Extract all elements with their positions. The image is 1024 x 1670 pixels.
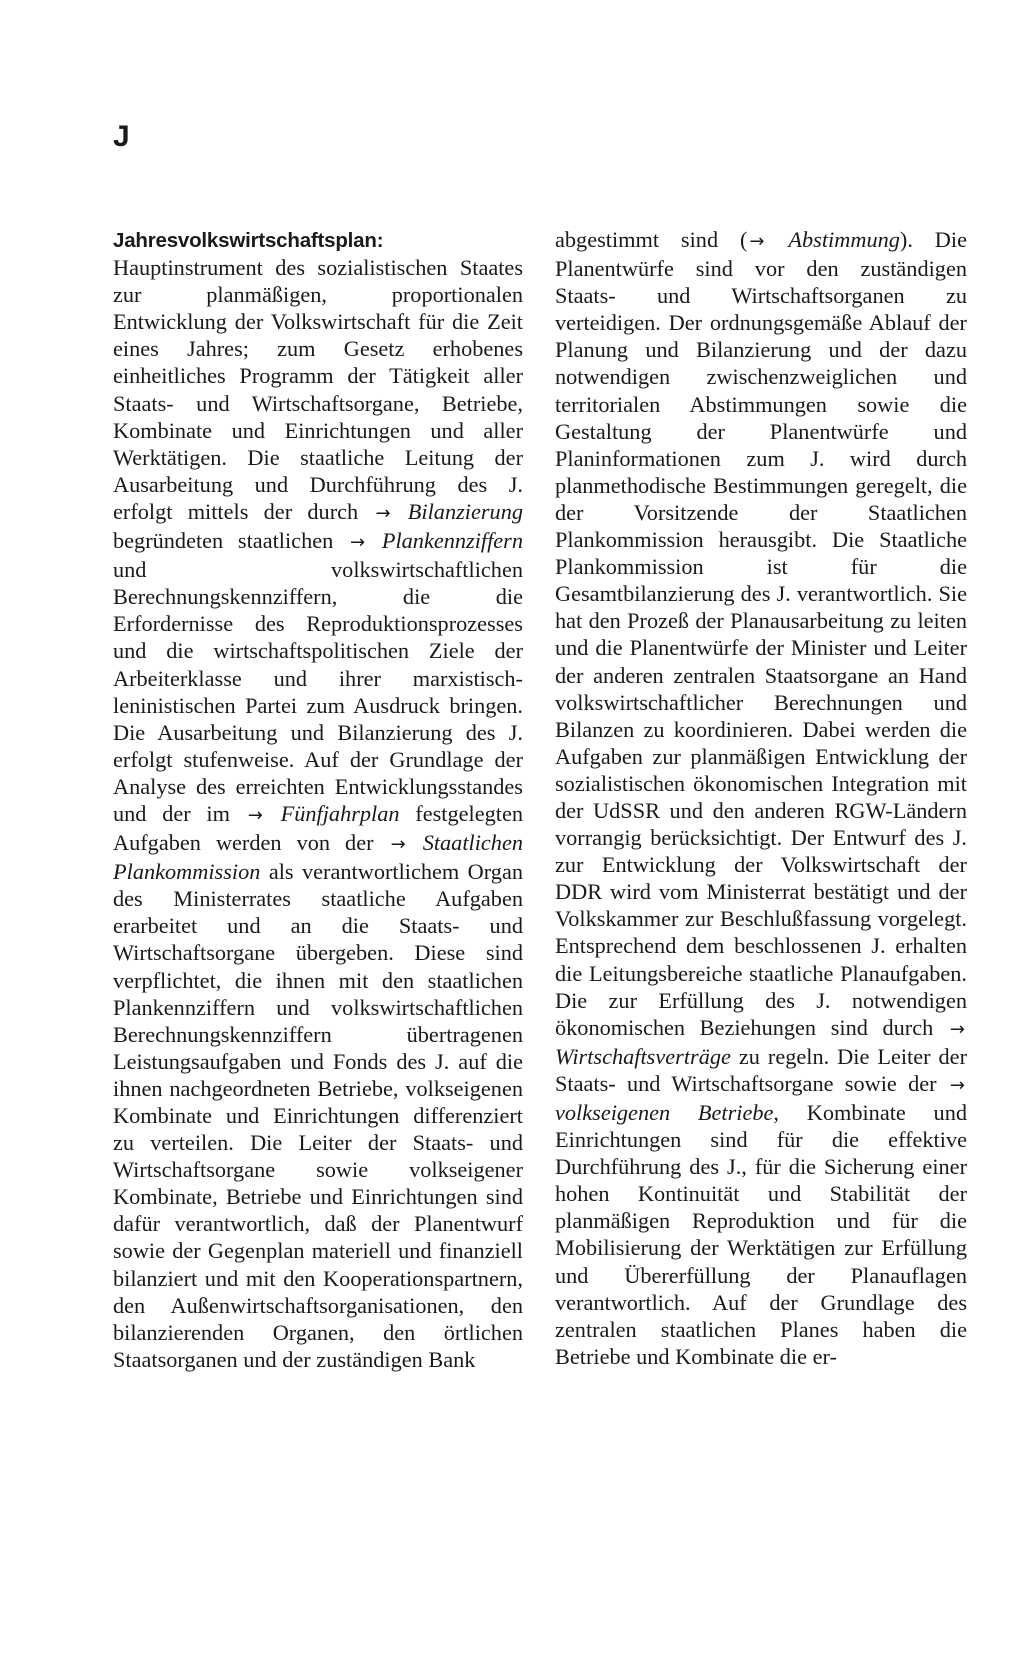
cross-reference-arrow-icon: → — [390, 834, 406, 856]
cross-reference-staatliche-plankommission[interactable]: Staatlichen Plankommission — [113, 830, 524, 885]
left-column — [113, 226, 523, 1373]
cross-reference-arrow-icon: → — [949, 1018, 965, 1040]
text-segment: zu regeln. Die Leiter der Staats- und Wirtschaftsorgane sowie der — [555, 1043, 967, 1096]
cross-reference-arrow-icon: → — [350, 532, 366, 554]
cross-reference-wirtschaftsvertraege[interactable]: Wirtschaftsverträge — [555, 1043, 731, 1069]
right-column — [555, 226, 967, 1370]
cross-reference-arrow-icon: → — [247, 804, 263, 826]
text-segment: , Kombinate und Einrichtungen sind für die effektive Durchführung des J., für die Sicherung einer hohen Kontinuität und Stabilität der planmäßigen Reproduktion und für die Mobilisierung der Werktätigen zur Erfüllung und Übererfüllung der Planauflagen verantwortlich. Auf der Grundlage des zentralen staatlichen Planes haben die Betriebe und Kombinate die er- — [555, 1100, 967, 1369]
text-segment: und volkswirtschaftlichen Berechnungskennziffern, die die Erfordernisse des Reproduktionsprozesses und die wirtschaftspolitischen Ziele der Arbeiterklasse und ihrer marxistisch-leninistischen Partei zum Ausdruck bringen. Die Ausarbeitung und Bilanzierung des J. erfolgt stufenweise. Auf der Grundlage der Analyse des erreichten Entwicklungsstandes und der im — [113, 557, 523, 826]
text-segment: festgelegten Aufgaben werden von der — [113, 800, 524, 856]
cross-reference-bilanzierung[interactable]: Bilanzierung — [407, 498, 523, 524]
cross-reference-volkseigene-betriebe[interactable]: volkseigenen Betriebe — [555, 1100, 774, 1125]
text-segment: abgestimmt sind ( — [555, 227, 748, 252]
cross-reference-fuenfjahrplan[interactable]: Fünfjahrplan — [280, 800, 400, 826]
cross-reference-abstimmung[interactable]: Abstimmung — [788, 227, 900, 252]
entry-text-left — [113, 226, 523, 1373]
text-segment: Hauptinstrument des sozialistischen Staates zur planmäßigen, proportionalen Entwicklung der Volkswirtschaft für die Zeit eines Jahres; zum Gesetz erhobenes einheitliches Programm der Tätigkeit aller Staats- und Wirtschaftsorgane, Betriebe, Kombinate und Einrichtungen und aller Werktätigen. Die staatliche Leitung der Ausarbeitung und Durchführung des J. erfolgt mittels der durch — [113, 255, 523, 524]
cross-reference-arrow-icon: → — [949, 1074, 965, 1096]
entry-text-right — [555, 226, 967, 1370]
cross-reference-arrow-icon: → — [375, 502, 391, 524]
cross-reference-arrow-icon: → — [749, 231, 765, 252]
cross-reference-plankennziffern[interactable]: Plankennziffern — [381, 528, 524, 554]
headword: Jahresvolkswirtschaftsplan: — [113, 229, 384, 252]
text-segment: als verantwortlichem Organ des Ministerrates staatliche Aufgaben erarbeitet und an die Staats- und Wirtschaftsorgane übergeben. Diese sind verpflichtet, die ihnen mit den staatlichen Plankennziffern und volkswirtschaftlichen Berechnungskennziffern übertragenen Leistungsaufgaben und Fonds des J. auf die ihnen nachgeordneten Betriebe, volkseigenen Kombinate und Einrichtungen differenziert zu verteilen. Die Leiter der Staats- und Wirtschaftsorgane sowie volkseigener Kombinate, Betriebe und Einrichtungen sind dafür verantwortlich, daß der Planentwurf sowie der Gegenplan materiell und finanziell bilanziert und mit den Kooperationspartnern, den Außenwirtschaftsorganisationen, den bilanzierenden Organen, den örtlichen Staatsorganen und der zuständigen Bank — [113, 859, 523, 1372]
section-letter: J — [113, 120, 130, 153]
text-segment: ). Die Planentwürfe sind vor den zuständigen Staats- und Wirtschaftsorganen zu verteidigen. Der ordnungsgemäße Ablauf der Planung und Bilanzierung und der dazu notwendigen zwischenzweiglichen und territorialen Abstimmungen sowie die Gestaltung der Planentwürfe und Planinformationen zum J. wird durch planmethodische Bestimmungen geregelt, die der Vorsitzende der Staatlichen Plankommission herausgibt. Die Staatliche Plankommission ist für die Gesamtbilanzierung des J. verantwortlich. Sie hat den Prozeß der Planausarbeitung zu leiten und die Planentwürfe der Minister und Leiter der anderen zentralen Staatsorgane an Hand volkswirtschaftlicher Berechnungen und Bilanzen zu koordinieren. Dabei werden die Aufgaben zur planmäßigen Entwicklung der sozialistischen ökonomischen Integration mit der UdSSR und den anderen RGW-Ländern vorrangig berücksichtigt. Der Entwurf des J. zur Entwicklung der Volkswirtschaft der DDR wird vom Ministerrat bestätigt und der Volkskammer zur Beschlußfassung vorgelegt. Entsprechend dem beschlossenen J. erhalten die Leitungsbereiche staatliche Planaufgaben. Die zur Erfüllung des J. notwendigen ökonomischen Beziehungen sind durch — [555, 227, 967, 1040]
text-segment: begründeten staatlichen — [113, 528, 334, 554]
